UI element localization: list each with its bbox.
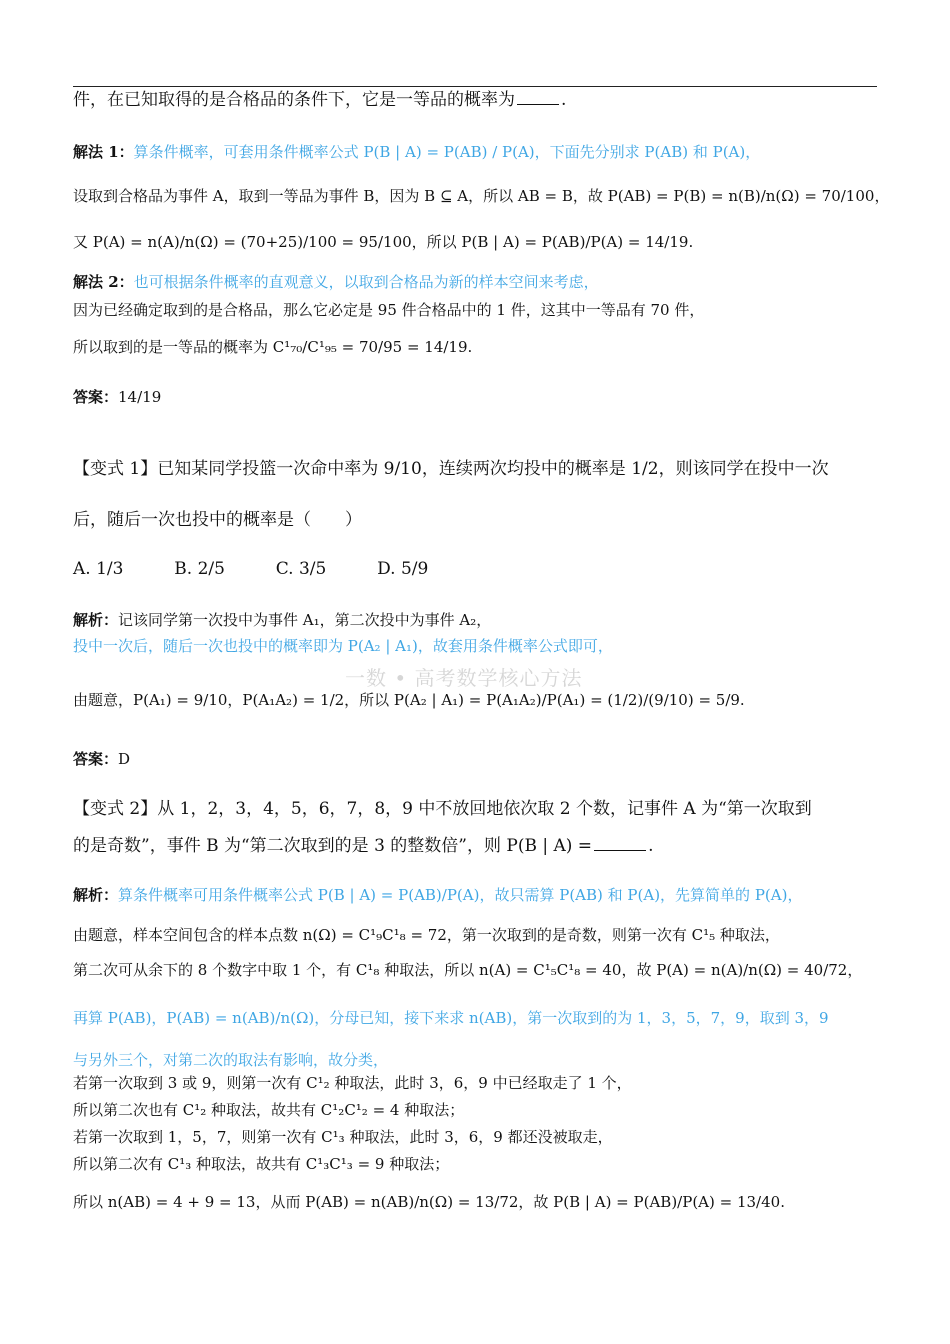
variant1-stem: 【变式 1】已知某同学投篮一次命中率为 9/10，连续两次均投中的概率是 1/2，则该同学在投中一次 bbox=[73, 459, 829, 479]
header-rule bbox=[73, 86, 877, 87]
option-d: D. 5/9 bbox=[377, 559, 429, 579]
method2-line3: 所以取到的是一等品的概率为 C¹₇₀/C¹₉₅ = 70/95 = 14/19. bbox=[73, 338, 473, 356]
variant2-sol4: 再算 P(AB)，P(AB) = n(AB)/n(Ω)，分母已知，接下来求 n(AB)，第一次取到的为 1，3，5，7，9，取到 3，9 bbox=[73, 1009, 829, 1027]
variant2-stem: 【变式 2】从 1，2，3，4，5，6，7，8，9 中不放回地依次取 2 个数，记事件 A 为“第一次取到 bbox=[73, 799, 812, 819]
method2-line1: 解法 2：也可根据条件概率的直观意义，以取到合格品为新的样本空间来考虑， bbox=[73, 273, 599, 291]
answer1: 答案：14/19 bbox=[73, 388, 162, 406]
watermark: 一数 • 高考数学核心方法 bbox=[345, 666, 583, 690]
variant1-options bbox=[73, 559, 428, 579]
variant2-sol8: 若第一次取到 1，5，7，则第一次有 C¹₃ 种取法，此时 3，6，9 都还没被取走， bbox=[73, 1128, 613, 1146]
method2-line2: 因为已经确定取到的是合格品，那么它必定是 95 件合格品中的 1 件，这其中一等品有 70 件， bbox=[73, 301, 705, 319]
method1-line3: 又 P(A) = n(A)/n(Ω) = (70+25)/100 = 95/100，所以 P(B | A) = P(AB)/P(A) = 14/19. bbox=[73, 233, 694, 251]
variant2-sol1: 解析：算条件概率可用条件概率公式 P(B | A) = P(AB)/P(A)，故只需算 P(AB) 和 P(A)，先算简单的 P(A)， bbox=[73, 886, 803, 904]
variant2-sol5: 与另外三个，对第二次的取法有影响，故分类， bbox=[73, 1051, 389, 1069]
variant1-sol1: 解析：记该同学第一次投中为事件 A₁，第二次投中为事件 A₂， bbox=[73, 611, 492, 629]
variant2-sol2: 由题意，样本空间包含的样本点数 n(Ω) = C¹₉C¹₈ = 72，第一次取到的是奇数，则第一次有 C¹₅ 种取法， bbox=[73, 926, 780, 944]
method1-line1: 解法 1：算条件概率，可套用条件概率公式 P(B | A) = P(AB) / P(A)，下面先分别求 P(AB) 和 P(A)， bbox=[73, 143, 761, 161]
answer-blank bbox=[517, 90, 559, 105]
option-c: C. 3/5 bbox=[275, 559, 327, 579]
variant2-stem2: 的是奇数”，事件 B 为“第二次取到的是 3 的整数倍”，则 P(B | A) = . bbox=[73, 836, 654, 856]
variant1-sol2: 投中一次后，随后一次也投中的概率即为 P(A₂ | A₁)，故套用条件概率公式即可， bbox=[73, 637, 613, 655]
answer-blank-2 bbox=[594, 836, 646, 851]
question-intro: 件，在已知取得的是合格品的条件下，它是一等品的概率为 . bbox=[73, 90, 567, 110]
variant1-sol3: 由题意，P(A₁) = 9/10，P(A₁A₂) = 1/2，所以 P(A₂ | A₁) = P(A₁A₂)/P(A₁) = (1/2)/(9/10) = 5/9. bbox=[73, 691, 745, 709]
variant2-sol10: 所以 n(AB) = 4 + 9 = 13，从而 P(AB) = n(AB)/n(Ω) = 13/72，故 P(B | A) = P(AB)/P(A) = 13/40. bbox=[73, 1193, 785, 1211]
option-a: A. 1/3 bbox=[73, 559, 124, 579]
variant1-stem2: 后，随后一次也投中的概率是（ ） bbox=[73, 510, 362, 530]
method1-line2: 设取到合格品为事件 A，取到一等品为事件 B，因为 B ⊆ A，所以 AB = B，故 P(AB) = P(B) = n(B)/n(Ω) = 70/100， bbox=[73, 187, 890, 205]
variant2-sol3: 第二次可从余下的 8 个数字中取 1 个，有 C¹₈ 种取法，所以 n(A) = C¹₅C¹₈ = 40，故 P(A) = n(A)/n(Ω) = 40/72， bbox=[73, 961, 863, 979]
variant2-sol7: 所以第二次也有 C¹₂ 种取法，故共有 C¹₂C¹₂ = 4 种取法； bbox=[73, 1101, 465, 1119]
variant2-sol6: 若第一次取到 3 或 9，则第一次有 C¹₂ 种取法，此时 3，6，9 中已经取走了 1 个， bbox=[73, 1074, 632, 1092]
answer2: 答案：D bbox=[73, 750, 131, 768]
option-b: B. 2/5 bbox=[174, 559, 225, 579]
variant2-sol9: 所以第二次有 C¹₃ 种取法，故共有 C¹₃C¹₃ = 9 种取法； bbox=[73, 1155, 450, 1173]
